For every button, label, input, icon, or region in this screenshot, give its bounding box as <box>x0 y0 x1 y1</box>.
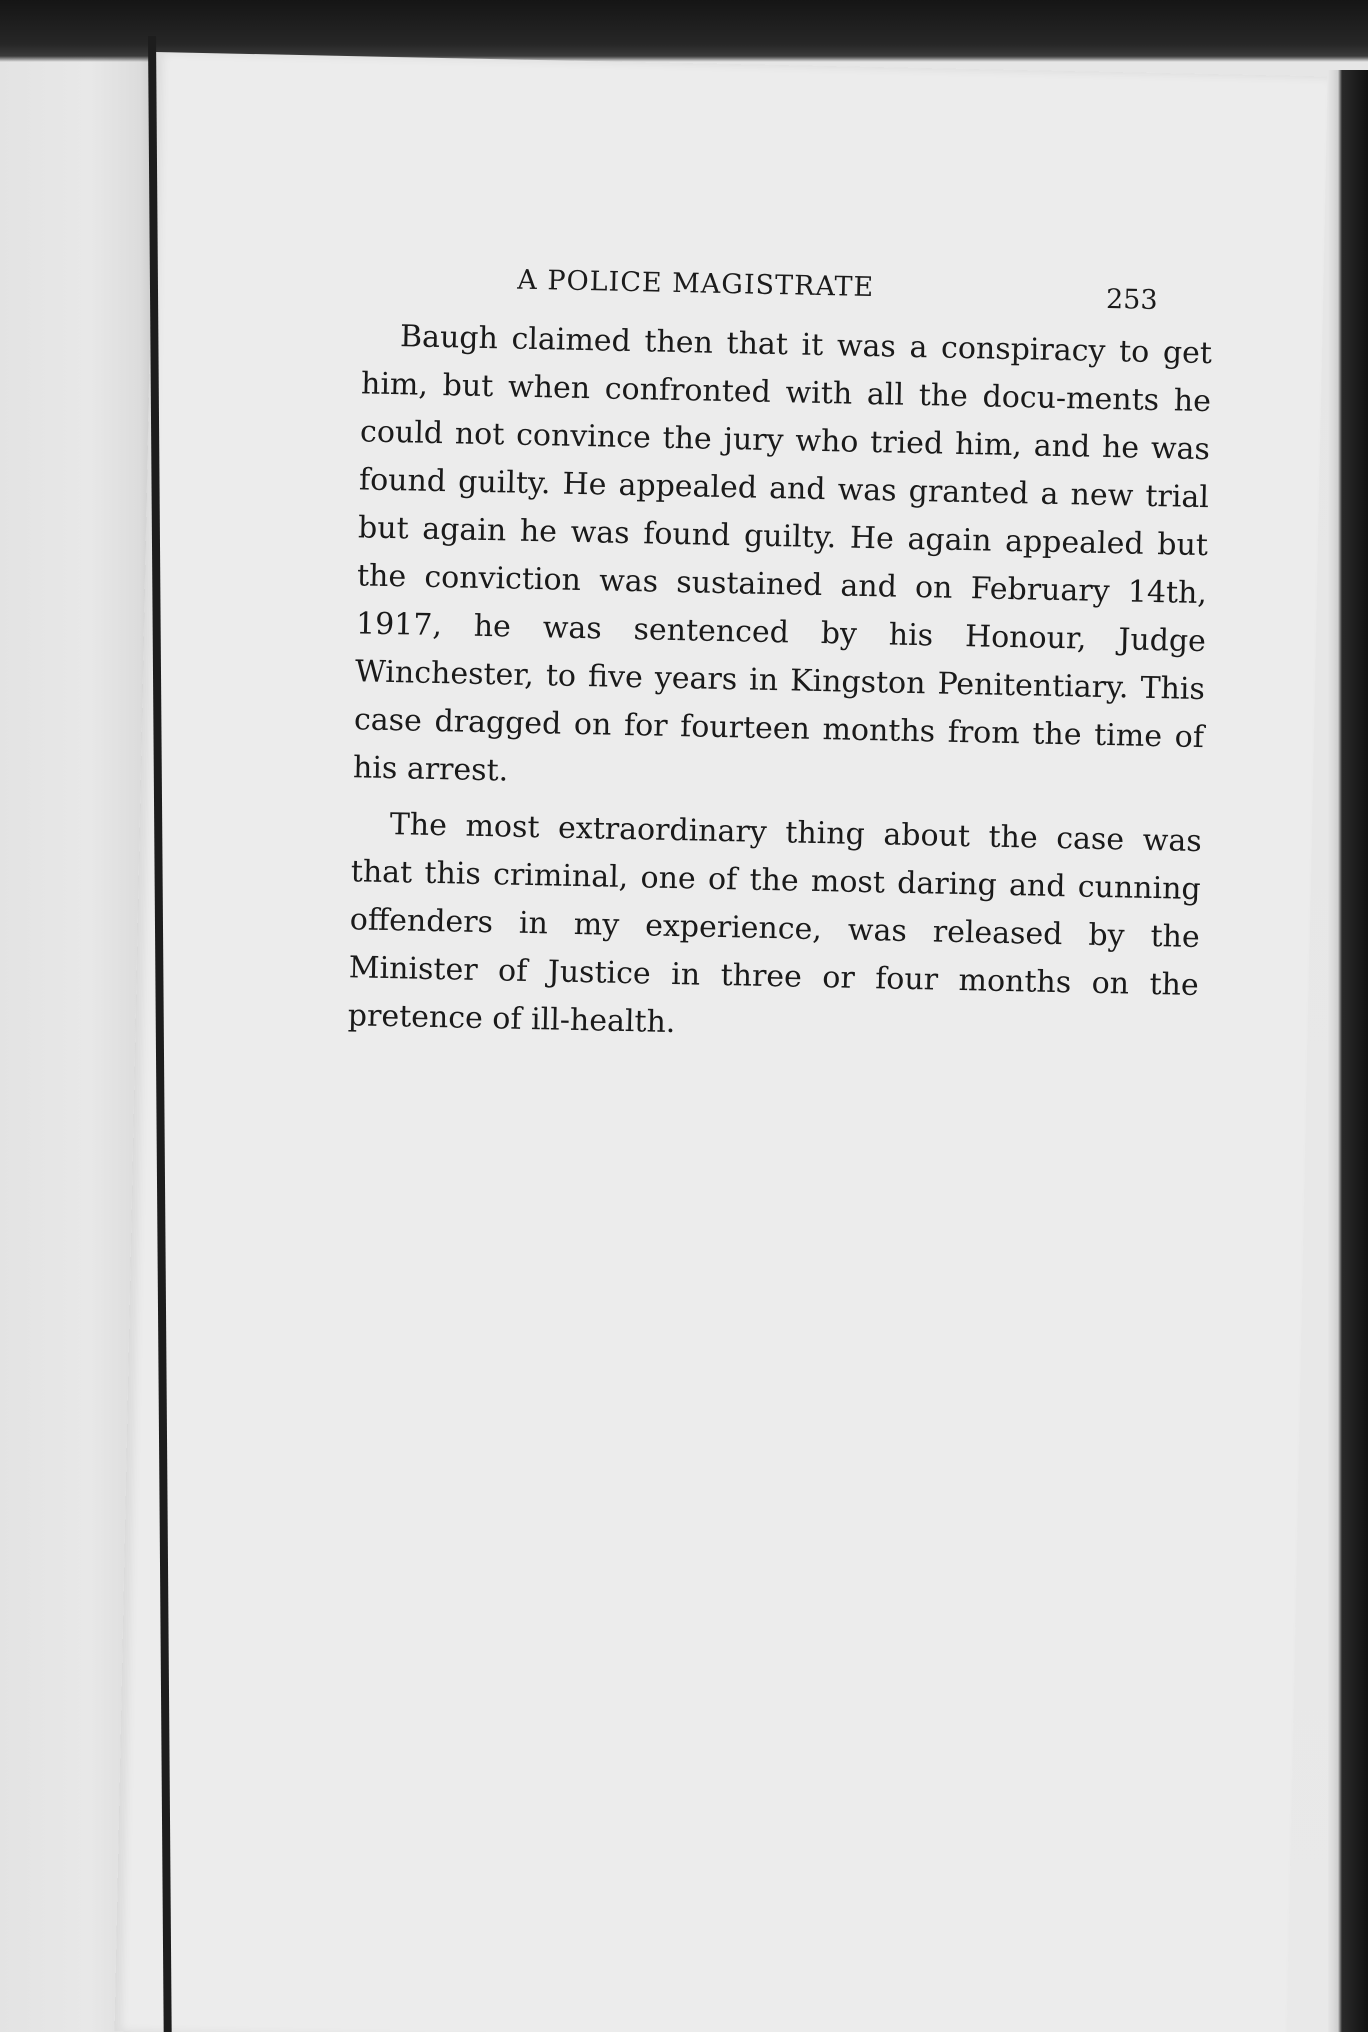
book-page <box>115 52 1328 2032</box>
page-body <box>347 312 1212 1066</box>
page-number: 253 <box>1105 283 1158 317</box>
paragraph-1: Baugh claimed then that it was a conspiracy to get him, but when confronted with all the docu-ments he could not convince the jury who tried him, and he was found guilty. He appealed and was granted a new trial but again he was found guilty. He again appealed but the conviction was sustained and on February 14th, 1917, he was sentenced by his Honour, Judge Winchester, to five years in Kingston Penitentiary. This case dragged on for fourteen months from the time of his arrest. <box>352 319 1213 789</box>
running-head: A POLICE MAGISTRATE <box>516 264 875 304</box>
right-page-edge <box>1328 70 1368 2032</box>
paragraph-2: The most extraordinary thing about the case was that this criminal, one of the most daring and cunning offenders in my experience, was released by the Minister of Justice in three or four months on the pretence of ill-health. <box>347 807 1203 1041</box>
